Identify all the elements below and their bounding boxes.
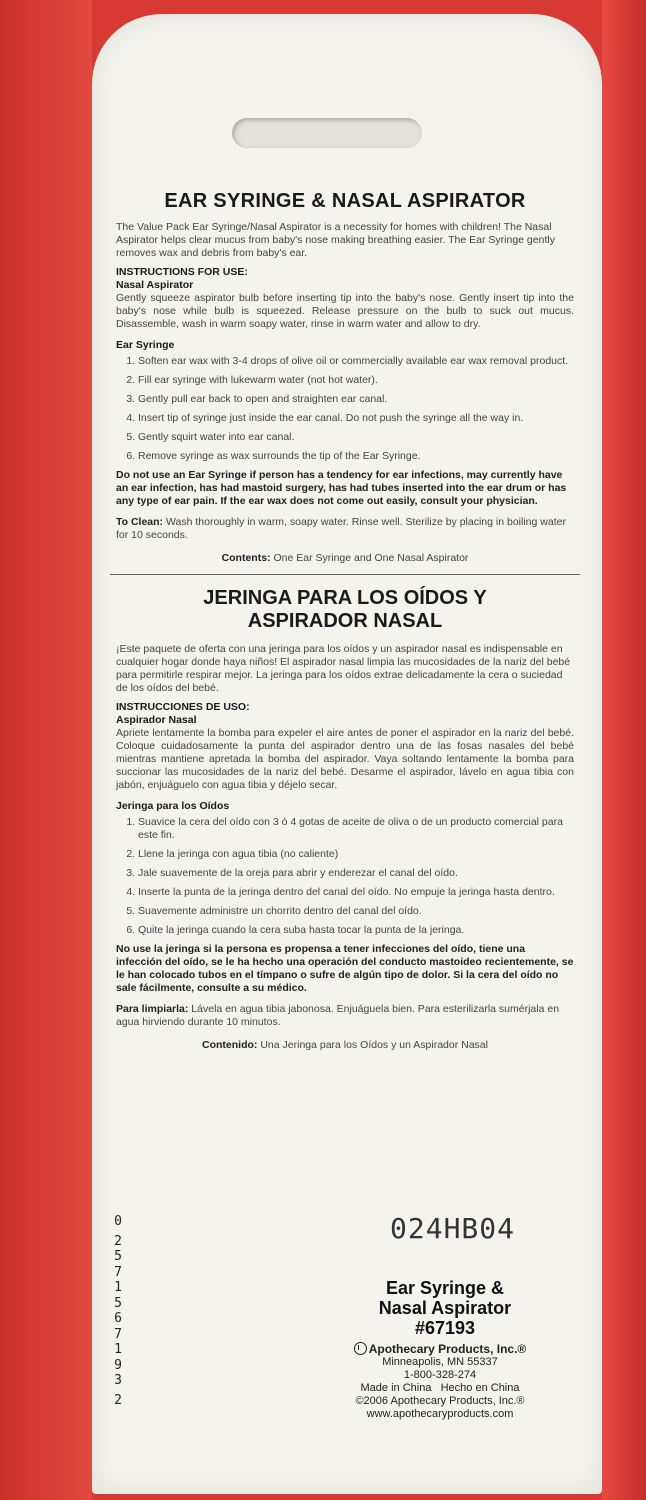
barcode-digit: 2 [114,1392,122,1408]
spanish-nasal-text: Apriete lentamente la bomba para expeler el aire antes de poner el aspirador en la nariz del bebé. Coloque cuidadosamente la punta del aspirador dentro una de las fosas nasales del bebé mientras mantiene apretada la bomba del aspirador. Vaya soltando lentamente la bomba para succionar las mucosidades de la nariz del bebé. Desarme el aspirador, lávelo en agua tibia con jabón, enjuáguelo con agua tibia y déjelo secar. [116,727,574,791]
barcode-digit: 0 [114,1214,122,1229]
english-contents-text: One Ear Syringe and One Nasal Aspirator [273,552,469,564]
spanish-title-line2: ASPIRADOR NASAL [247,610,443,632]
english-step: 6. Remove syringe as wax surrounds the tip of the Ear Syringe. [138,450,574,463]
english-nasal-heading: Nasal Aspirator [116,279,194,291]
spanish-intro: ¡Este paquete de oferta con una jeringa para los oídos y un aspirador nasal es indispensable en cualquier hogar donde haya niños! El aspirador nasal limpia las mucosidades de la nariz del bebé para permitirle respirar mejor. La jeringa para los oídos extrae delicadamente la cera o suciedad de los oídos del bebé. [116,643,571,694]
barcode-digits [108,1214,128,1454]
barcode-digit: 7 [114,1326,122,1342]
company-name-row [335,1342,545,1356]
english-step: 4. Insert tip of syringe just inside the ear canal. Do not push the syringe all the way in. [138,412,574,425]
apothecary-logo-icon [354,1342,367,1355]
hang-slot [232,118,422,148]
spanish-step: 4. Inserte la punta de la jeringa dentro del canal del oído. No empuje la jeringa hasta dentro. [138,886,574,899]
spanish-clean-text: Lávela en agua tibia jabonosa. Enjuáguela bien. Para esterilizarla sumérjala en agua hirviendo durante 10 minutos. [116,1003,560,1028]
english-clean-text: Wash thoroughly in warm, soapy water. Rinse well. Sterilize by placing in boiling water for 10 seconds. [116,516,566,541]
spanish-title-line1: JERINGA PARA LOS OÍDOS Y [203,587,487,609]
spanish-clean-label: Para limpiarla: [116,1003,189,1015]
english-step: 5. Gently squirt water into ear canal. [138,431,574,444]
product-name-line2: Nasal Aspirator [378,1298,512,1318]
spanish-contents [116,1039,574,1051]
lot-code: 024HB04 [390,1212,516,1245]
english-step: 2. Fill ear syringe with lukewarm water (not hot water). [138,374,574,387]
english-title: EAR SYRINGE & NASAL ASPIRATOR [164,190,526,212]
made-in: Made in China Hecho en China [360,1382,520,1394]
english-instructions-heading: INSTRUCTIONS FOR USE: [116,266,248,278]
english-contents-label: Contents: [221,552,271,564]
english-warning: Do not use an Ear Syringe if person has a tendency for ear infections, may currently have an ear infection, has had mastoid surgery, has had tubes inserted into the ear drum or has any type of ear pain. If the ear wax does not come out easily, consult your physician. [116,469,567,507]
spanish-nasal-heading: Aspirador Nasal [116,714,197,726]
spanish-instructions-heading: INSTRUCCIONES DE USO: [116,701,250,713]
barcode-digit: 9 [114,1357,122,1373]
spanish-steps [116,816,574,937]
section-divider [110,574,580,575]
barcode-digit: 1 [114,1280,122,1295]
barcode-digit: 5 [114,1295,122,1311]
english-clean [116,516,574,542]
english-steps [116,355,574,463]
english-nasal-text: Gently squeeze aspirator bulb before inserting tip into the baby's nose. Gently insert tip into the baby's nose while bulb is squeezed. Release pressure on the bulb to suck out mucus. Disassemble, wash in warm soapy water, rinse in warm water and allow to dry. [116,292,574,330]
company-name: Apothecary Products, Inc.® [368,1342,527,1356]
english-step: 1. Soften ear wax with 3-4 drops of olive oil or commercially available ear wax removal product. [138,355,574,368]
product-number: #67193 [414,1318,476,1338]
spanish-step: 5. Suavemente administre un chorrito dentro del canal del oído. [138,905,574,918]
product-label [345,1278,545,1338]
english-step: 3. Gently pull ear back to open and straighten ear canal. [138,393,574,406]
barcode-digit: 5 [114,1249,122,1264]
spanish-step: 3. Jale suavemente de la oreja para abrir y enderezar el canal del oído. [138,867,574,880]
spanish-contents-label: Contenido: [202,1039,258,1051]
package-background-left [0,0,92,1500]
spanish-step: 2. Llene la jeringa con agua tibia (no caliente) [138,848,574,861]
english-ear-heading: Ear Syringe [116,339,175,351]
company-city: Minneapolis, MN 55337 [382,1356,498,1368]
spanish-step: 1. Suavice la cera del oído con 3 ó 4 gotas de aceite de oliva o de un producto comercial para este fin. [138,816,574,842]
barcode-digit: 2 [114,1233,122,1249]
instructions-panel [116,190,574,1051]
spanish-title [116,587,574,633]
english-clean-label: To Clean: [116,516,164,528]
english-contents [116,552,574,564]
company-info [335,1342,545,1421]
product-name-line1: Ear Syringe & [385,1278,505,1298]
barcode-digit: 7 [114,1264,122,1280]
barcode-digit: 1 [114,1342,122,1357]
website: www.apothecaryproducts.com [366,1408,514,1420]
english-intro: The Value Pack Ear Syringe/Nasal Aspirator is a necessity for homes with children! The Nasal Aspirator helps clear mucus from baby's nose making breathing easier. The Ear Syringe gently removes wax and debris from baby's ear. [116,221,555,259]
spanish-contents-text: Una Jeringa para los Oídos y un Aspirador Nasal [260,1039,488,1051]
package-background-right [602,0,646,1500]
spanish-warning: No use la jeringa si la persona es propensa a tener infecciones del oído, tiene una infección del oído, se le ha hecho una operación del conducto mastoideo recientemente, se le han colocado tubos en el tímpano o sufre de algún tipo de dolor. Si la cera del oído no sale fácilmente, consulte a su médico. [116,943,574,994]
spanish-clean [116,1003,574,1029]
spanish-ear-heading: Jeringa para los Oídos [116,800,230,812]
barcode-digit: 6 [114,1311,122,1326]
company-phone: 1-800-328-274 [403,1369,477,1381]
spanish-step: 6. Quite la jeringa cuando la cera suba hasta tocar la punta de la jeringa. [138,924,574,937]
copyright: ©2006 Apothecary Products, Inc.® [355,1395,525,1407]
barcode-digit: 3 [114,1373,122,1388]
